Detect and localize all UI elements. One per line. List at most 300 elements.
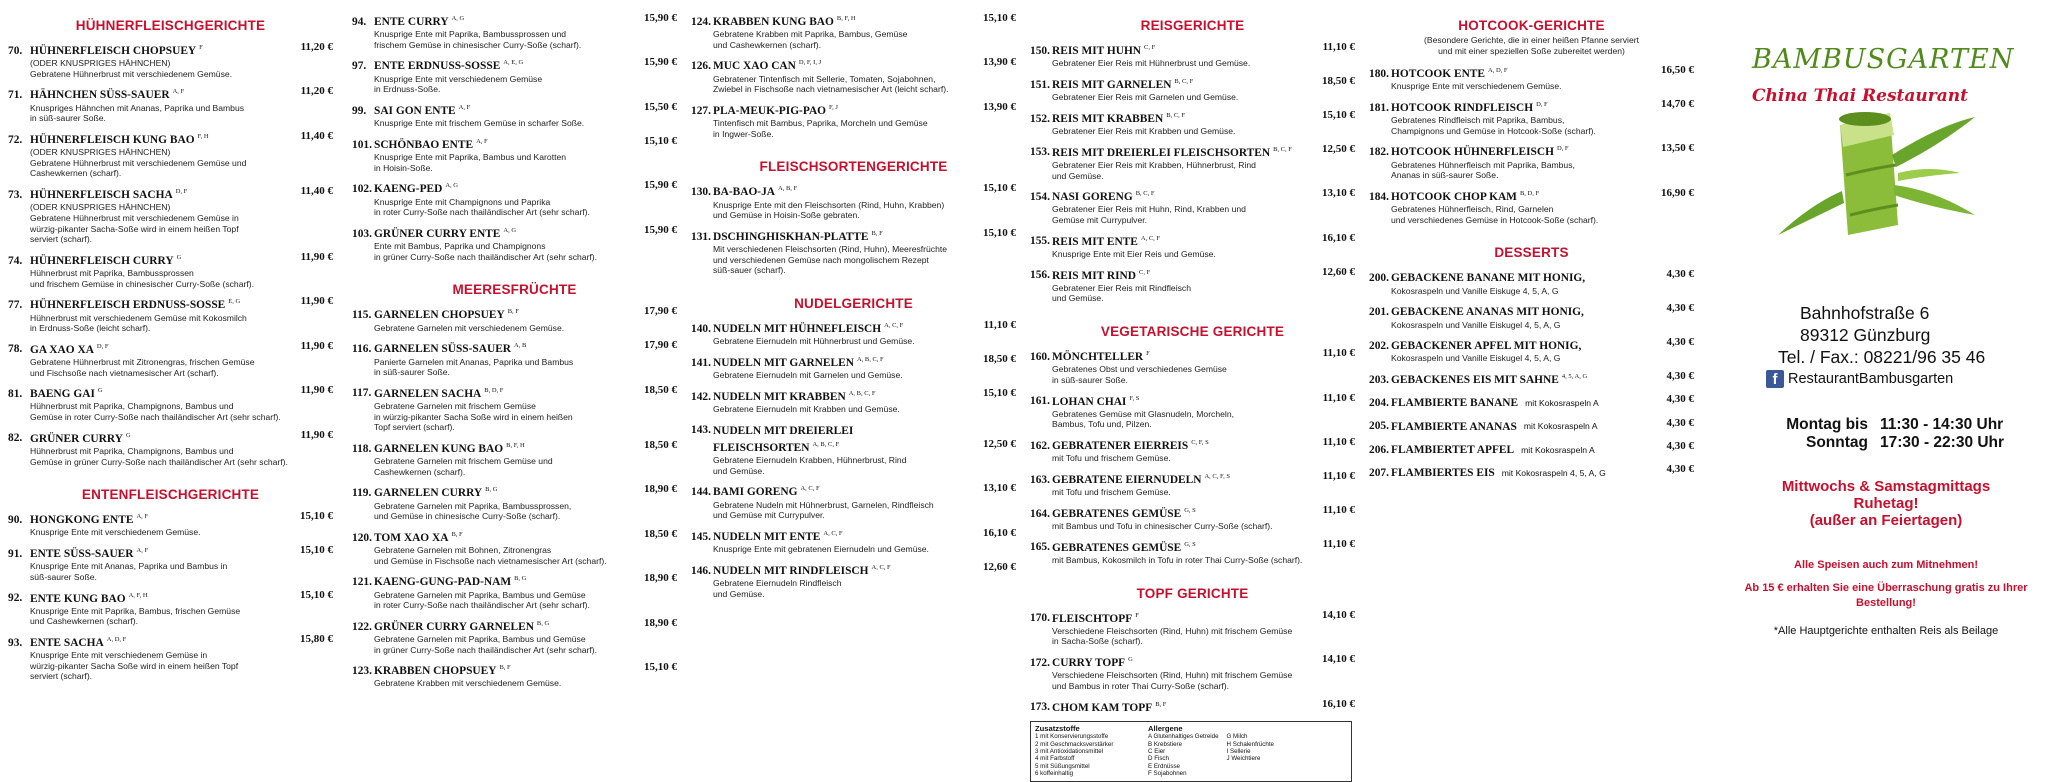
item-price: 4,30 €: [1666, 416, 1694, 429]
item-name: GEBACKENE BANANE MIT HONIG,: [1391, 272, 1586, 285]
item-number: 205.: [1369, 420, 1389, 433]
section-title: FLEISCHSORTENGERICHTE: [759, 159, 948, 175]
item-description: Knusprige Ente mit Champignons und Paprika in roter Curry-Soße nach thailändischer Art (sehr scharf).: [374, 196, 590, 218]
section-title: TOPF GERICHTE: [1136, 585, 1249, 601]
item-allergens: B, F: [451, 530, 463, 538]
menu-item: [8, 429, 333, 467]
menu-item: [8, 295, 333, 333]
menu-item: [8, 251, 333, 289]
item-name: FLEISCHSORTEN: [713, 441, 810, 454]
item-allergens: F, S: [1129, 394, 1140, 402]
menu-item-line: [1030, 143, 1355, 160]
restaurant-logo: [1730, 0, 2042, 240]
item-number: 141.: [691, 356, 711, 369]
menu-item-line: [691, 387, 1016, 404]
surprise-notice: Ab 15 € erhalten Sie eine Überraschung gratis zu Ihrer Bestellung!: [1744, 582, 2028, 609]
menu-item-line: [8, 340, 333, 357]
item-name: GARNELEN CHOPSUEY: [374, 309, 505, 322]
menu-item: [691, 353, 1016, 381]
item-allergens: D, F: [1556, 145, 1569, 153]
item-number: 181.: [1369, 101, 1389, 114]
item-price: 11,20 €: [300, 85, 333, 98]
menu-item: [8, 340, 333, 378]
item-name: HÄHNCHEN SÜSS-SAUER: [30, 89, 170, 102]
menu-item: [352, 439, 677, 477]
item-allergens: B, C, F: [1166, 111, 1185, 119]
item-allergens: A, F: [136, 547, 149, 555]
menu-item: [1030, 436, 1355, 464]
item-description: Gebratene Nudeln mit Hühnerbrust, Garnelen, Rindfleisch und Gemüse mit Currypulver.: [713, 499, 934, 521]
menu-item: [352, 305, 677, 333]
additives-title: Zusatzstoffe: [1035, 723, 1080, 733]
item-name: REIS MIT ENTE: [1052, 235, 1138, 248]
menu-item: [352, 483, 677, 521]
menu-item: [1030, 266, 1355, 304]
item-allergens: A, C, F: [871, 563, 891, 571]
logo-title: BAMBUSGARTEN: [1752, 44, 2015, 75]
allergen-c: C Eier: [1148, 748, 1166, 756]
item-number: 73.: [8, 188, 23, 201]
item-price: 12,60 €: [1322, 265, 1355, 278]
additive-6: 6 koffeinhaltig: [1035, 770, 1074, 778]
item-description: Verschiedene Fleischsorten (Rind, Huhn) mit frischem Gemüse und Bambus in roter Thai Curry-Soße (scharf).: [1052, 670, 1293, 691]
item-price: 4,30 €: [1666, 439, 1694, 452]
item-price: 18,50 €: [644, 438, 677, 451]
item-number: 102.: [352, 183, 372, 196]
item-number: 156.: [1030, 269, 1050, 282]
item-allergens: G: [125, 431, 131, 439]
menu-item: [1030, 75, 1355, 103]
menu-item-line: [1030, 109, 1355, 126]
item-price: 15,90 €: [644, 179, 677, 192]
item-name: HONGKONG ENTE: [30, 513, 134, 526]
menu-item-line: [691, 438, 1016, 455]
menu-item-line: [1369, 142, 1694, 159]
column-4-items: [1030, 18, 1355, 715]
item-number: 145.: [691, 530, 711, 543]
item-name: REIS MIT DREIERLEI FLEISCHSORTEN: [1052, 146, 1271, 159]
item-number: 200.: [1369, 272, 1389, 285]
item-note: mit Kokosraspeln 4, 5, A, G: [1501, 468, 1606, 478]
item-price: 11,90 €: [300, 428, 333, 441]
item-note: mit Kokosraspeln A: [1525, 398, 1599, 409]
menu-item: [691, 182, 1016, 220]
menu-item: [1369, 268, 1694, 296]
item-name: GA XAO XA: [30, 343, 94, 356]
item-price: 4,30 €: [1666, 370, 1694, 383]
menu-item-line: [691, 227, 1016, 244]
item-name: MUC XAO CAN: [713, 60, 796, 73]
item-description: Gebratene Garnelen mit Paprika, Bambus und Gemüse in grüner Curry-Soße nach thailändischer Art (sehr scharf).: [374, 634, 598, 655]
item-price: 15,10 €: [300, 510, 333, 523]
item-price: 18,50 €: [1322, 74, 1355, 87]
item-name: FLAMBIERTES EIS: [1391, 467, 1495, 479]
item-number: 82.: [8, 432, 23, 445]
item-number: 161.: [1030, 395, 1050, 408]
opening-hours: [1768, 416, 2042, 452]
item-allergens: B, G: [485, 486, 498, 494]
item-allergens: A, B, C, F: [848, 389, 876, 397]
menu-item-line: [1030, 232, 1355, 249]
item-description: Gebratenes Rindfleisch mit Paprika, Bambus, Champignons und Gemüse in Hotcook-Soße (scharf).: [1391, 115, 1596, 136]
item-price: 11,90 €: [300, 295, 333, 308]
allergen-a: A Glutenhaltiges Getreide: [1148, 733, 1219, 741]
menu-item: [1030, 609, 1355, 647]
item-allergens: G, S: [1184, 506, 1196, 514]
menu-item: [691, 12, 1016, 50]
item-description: Tintenfisch mit Bambus, Paprika, Morcheln und Gemüse in Ingwer-Soße.: [713, 118, 928, 139]
item-name: FLAMBIERTET APFEL: [1391, 443, 1515, 456]
menu-item-line: [1030, 392, 1355, 409]
menu-item-line: [1030, 470, 1355, 487]
menu-item-line: [352, 305, 677, 322]
item-name: GRÜNER CURRY GARNELEN: [374, 620, 534, 633]
item-name: ENTE KUNG BAO: [30, 592, 126, 605]
menu-item-line: [691, 353, 1016, 370]
item-price: 4,30 €: [1666, 463, 1694, 476]
menu-item: [1369, 64, 1694, 92]
menu-item-line: [691, 101, 1016, 118]
menu-item-line: [1030, 538, 1355, 555]
item-number: 124.: [691, 15, 711, 28]
menu-item-line: [1030, 653, 1355, 670]
item-description: Panierte Garnelen mit Ananas, Paprika und Bambus in süß-saurer Soße.: [374, 356, 574, 378]
menu-item: [352, 224, 677, 262]
menu-item-line: [1369, 440, 1694, 457]
item-name: HÜHNERFLEISCH SACHA: [30, 188, 173, 201]
menu-item-line: [352, 101, 677, 118]
menu-item: [8, 384, 333, 422]
menu-item-line: [8, 510, 333, 527]
item-description: Gebratenes Hühnerfleisch mit Paprika, Bambus, Ananas in süß-saurer Soße.: [1391, 159, 1575, 181]
item-number: 142.: [691, 390, 711, 403]
allergens-list: [1148, 725, 1347, 778]
item-allergens: A, B, F: [778, 185, 798, 193]
item-name: BA-BAO-JA: [713, 186, 776, 199]
menu-item: [352, 661, 677, 689]
rice-notice: *Alle Hauptgerichte enthalten Reis als Beilage: [1773, 625, 1999, 637]
item-name: GEBRATENES GEMÜSE: [1052, 541, 1182, 554]
item-name: REIS MIT GARNELEN: [1052, 78, 1172, 91]
section-title: ENTENFLEISCHGERICHTE: [81, 487, 260, 503]
item-name: GRÜNER CURRY ENTE: [374, 227, 501, 240]
item-description: Knusprige Ente mit verschiedenem Gemüse in würzig-pikanter Sacha Soße wird in einem heißen Topf serviert (scharf).: [30, 650, 239, 682]
item-name: KRABBEN KUNG BAO: [713, 15, 834, 28]
additive-5: 5 mit Süßungsmittel: [1035, 762, 1090, 770]
menu-column-3: [691, 12, 1016, 605]
allergen-i: I Sellerie: [1226, 748, 1251, 756]
item-name: HÜHNERFLEISCH KUNG BAO: [30, 133, 195, 146]
item-price: 11,10 €: [1322, 435, 1355, 448]
item-number: 90.: [8, 513, 23, 526]
item-description: Gebratene Hühnerbrust mit Zitronengras, frischen Gemüse und Fischsoße nach vietnamesischer Art (scharf).: [30, 356, 255, 378]
item-number: 71.: [8, 89, 23, 102]
item-price: 12,50 €: [1322, 142, 1355, 155]
item-number: 163.: [1030, 473, 1050, 486]
allergen-h: H Schalenfrüchte: [1226, 740, 1274, 748]
menu-item-line: [1369, 336, 1694, 353]
item-price: 17,90 €: [644, 305, 677, 318]
item-allergens: F, J: [829, 103, 838, 111]
item-description: Knusprige Ente mit frischem Gemüse in scharfer Soße.: [374, 118, 585, 129]
section-title: REISGERICHTE: [1140, 18, 1245, 33]
item-number: 206.: [1369, 443, 1389, 456]
item-name: GEBACKENES EIS MIT SAHNE: [1391, 373, 1559, 386]
menu-column-1: [8, 12, 333, 688]
item-number: 92.: [8, 592, 23, 605]
item-number: 97.: [352, 60, 367, 73]
item-number: 101.: [352, 138, 372, 151]
item-number: 123.: [352, 664, 372, 677]
item-description: Gebratene Eiernudeln mit Hühnerbrust und Gemüse.: [713, 336, 915, 347]
menu-item-line: [352, 483, 677, 500]
item-description: mit Tofu und frischem Gemüse.: [1052, 453, 1171, 464]
item-price: 17,90 €: [644, 339, 677, 352]
item-number: 91.: [8, 547, 23, 560]
menu-item: [1030, 653, 1355, 691]
closed-notice-1: Mittwochs & Samstagmittags: [1781, 478, 1991, 495]
item-number: 201.: [1369, 306, 1389, 319]
item-name: CHOM KAM TOPF: [1052, 701, 1153, 714]
item-allergens: B, F: [499, 664, 511, 672]
item-number: 118.: [352, 442, 372, 455]
additive-4: 4 mit Farbstoff: [1035, 755, 1075, 763]
item-description: Gebratene Eiernudeln mit Krabben und Gemüse.: [713, 404, 900, 415]
menu-item-line: [8, 41, 333, 58]
item-price: 11,10 €: [1322, 391, 1355, 404]
menu-item-line: [352, 179, 677, 196]
item-description: Gebratene Garnelen mit Bohnen, Zitronengras und Gemüse in Fischsoße nach vietnamesischer Art (scharf).: [374, 545, 607, 566]
menu-item: [1369, 417, 1694, 434]
item-price: 4,30 €: [1666, 336, 1694, 349]
item-name: PLA-MEUK-PIG-PAO: [713, 104, 827, 117]
menu-item-line: [691, 421, 1016, 438]
item-name: GARNELEN CURRY: [374, 487, 483, 500]
item-price: 13,90 €: [983, 56, 1016, 69]
item-price: 15,10 €: [983, 386, 1016, 399]
item-description: Knusprige Ente mit verschiedenem Gemüse in Erdnuss-Soße.: [374, 73, 543, 95]
menu-item: [8, 510, 333, 538]
item-price: 15,10 €: [644, 134, 677, 147]
item-number: 160.: [1030, 350, 1050, 363]
item-name: KAENG-GUNG-PAD-NAM: [374, 576, 512, 589]
item-allergens: B, F, H: [506, 441, 525, 449]
item-price: 11,90 €: [300, 384, 333, 397]
item-name: FLEISCHTOPF: [1052, 612, 1133, 625]
item-number: 152.: [1030, 112, 1050, 125]
item-price: 16,10 €: [983, 526, 1016, 539]
item-number: 117.: [352, 387, 372, 400]
menu-item-line: [1030, 266, 1355, 283]
item-price: 16,50 €: [1661, 64, 1694, 76]
item-price: 12,50 €: [983, 437, 1016, 450]
item-allergens: F, H: [197, 132, 209, 140]
item-description: Knusprige Ente mit den Fleischsorten (Rind, Huhn, Krabben) und Gemüse in Hoisin-Soße gebraten.: [713, 199, 945, 221]
item-name: NASI GORENG: [1052, 190, 1133, 203]
item-description: Gebratenes Obst und verschiedenes Gemüse in süß-saurer Soße.: [1052, 364, 1227, 385]
item-description: Gebratene Garnelen mit Paprika, Bambus und Gemüse in roter Curry-Soße nach thailändischer Art (sehr scharf).: [374, 589, 590, 611]
menu-item: [1369, 187, 1694, 225]
item-price: 14,70 €: [1661, 97, 1694, 110]
item-allergens: G: [1128, 656, 1133, 664]
menu-item-line: [691, 527, 1016, 544]
item-price: 14,10 €: [1322, 608, 1355, 621]
item-name: FLAMBIERTE ANANAS: [1391, 420, 1517, 433]
item-name: REIS MIT HUHN: [1052, 44, 1142, 57]
street-address: Bahnhofstraße 6: [1800, 303, 1930, 323]
item-allergens: B, C, F: [1273, 145, 1292, 153]
menu-item-line: [8, 130, 333, 147]
item-description: Gebratener Eier Reis mit Krabben und Gemüse.: [1052, 126, 1236, 137]
item-description: Knusprige Ente mit Eier Reis und Gemüse.: [1052, 248, 1216, 259]
item-description: (ODER KNUSPRIGES HÄHNCHEN) Gebratene Hühnerbrust mit verschiedenem Gemüse und Cashewkernen (scharf).: [30, 147, 247, 179]
item-number: 115.: [352, 309, 372, 322]
item-allergens: A, F: [476, 137, 488, 145]
menu-item-line: [352, 528, 677, 545]
item-allergens: D, F, I, J: [798, 59, 822, 67]
menu-item: [8, 85, 333, 123]
menu-item: [691, 227, 1016, 276]
item-name: GARNELEN KUNG BAO: [374, 442, 504, 455]
item-allergens: D, F: [175, 188, 188, 196]
facebook-handle: RestaurantBambusgarten: [1788, 371, 1954, 387]
item-number: 173.: [1030, 701, 1050, 714]
item-description: Hühnerbrust mit Paprika, Bambussprossen und frischem Gemüse in chinesischer Curry-Soße (scharf).: [30, 268, 254, 289]
menu-item: [352, 101, 677, 129]
menu-item: [8, 130, 333, 179]
menu-item-line: [352, 135, 677, 152]
item-name: ENTE CURRY: [374, 15, 449, 28]
menu-item-line: [8, 384, 333, 401]
menu-item: [352, 56, 677, 94]
menu-item: [8, 185, 333, 245]
facebook-link[interactable]: [1766, 370, 2042, 388]
additive-1: 1 mit Konservierungsstoffe: [1035, 733, 1109, 741]
menu-item-line: [1369, 98, 1694, 115]
menu-item-line: [352, 572, 677, 589]
item-allergens: C, F: [1138, 268, 1151, 276]
menu-item: [1369, 440, 1694, 457]
item-description: Gebratener Eier Reis mit Garnelen und Gemüse.: [1052, 92, 1239, 103]
item-description: Knusprige Ente mit Paprika, Bambussprossen und frischem Gemüse in chinesischer Curry-Soße (scharf).: [374, 29, 582, 50]
item-price: 13,10 €: [983, 482, 1016, 495]
menu-item: [1369, 370, 1694, 387]
allergen-d: D Fisch: [1148, 755, 1169, 763]
item-description: Knusprige Ente mit verschiedenem Gemüse.: [1391, 81, 1562, 92]
item-description: (ODER KNUSPRIGES HÄHNCHEN) Gebratene Hühnerbrust mit verschiedenem Gemüse.: [30, 58, 233, 79]
item-price: 18,90 €: [644, 572, 677, 585]
menu-item: [352, 135, 677, 173]
facebook-icon: f: [1766, 370, 1784, 388]
item-number: 81.: [8, 387, 23, 400]
item-allergens: F: [199, 44, 203, 51]
item-price: 18,90 €: [644, 616, 677, 629]
closed-notice-2: Ruhetag!: [1853, 495, 1919, 512]
menu-item-line: [8, 429, 333, 446]
item-name: HÜHNERFLEISCH ERDNUSS-SOSSE: [30, 299, 226, 311]
item-description: Gebratene Krabben mit verschiedenem Gemüse.: [374, 678, 562, 689]
item-allergens: B, F: [871, 229, 883, 237]
item-name: GEBRATENES GEMÜSE: [1052, 507, 1182, 520]
menu-item: [691, 101, 1016, 139]
item-allergens: A, C, F: [823, 529, 843, 537]
item-allergens: A, B, C, F: [856, 355, 884, 363]
allergen-j: J Weichtiere: [1226, 755, 1261, 763]
menu-column-5: [1369, 12, 1694, 487]
item-allergens: A, C, F, S: [1204, 472, 1230, 480]
item-name: TOM XAO XA: [374, 531, 449, 544]
item-description: Knusprige Ente mit Paprika, Bambus und Karotten in Hoisin-Soße.: [374, 152, 567, 173]
item-number: 126.: [691, 60, 711, 73]
menu-item: [352, 339, 677, 377]
item-name: NUDELN MIT KRABBEN: [713, 390, 846, 403]
item-price: 18,90 €: [644, 483, 677, 496]
hours-days-1: Montag bis: [1786, 416, 1868, 433]
item-name: NUDELN MIT GARNELEN: [713, 356, 854, 369]
menu-item-line: [691, 56, 1016, 73]
item-description: Knuspriges Hähnchen mit Ananas, Paprika und Bambus in süß-saurer Soße.: [30, 102, 245, 124]
item-price: 15,10 €: [300, 588, 333, 601]
item-price: 4,30 €: [1666, 393, 1694, 406]
menu-item: [1030, 109, 1355, 137]
menu-item-line: [1369, 370, 1694, 387]
item-price: 4,30 €: [1666, 302, 1694, 315]
item-price: 11,40 €: [300, 129, 333, 142]
item-price: 11,10 €: [1322, 503, 1355, 516]
menu-item: [352, 528, 677, 566]
item-allergens: A, G: [503, 226, 517, 234]
item-number: 131.: [691, 230, 711, 243]
item-allergens: A, C, F: [884, 322, 904, 330]
takeaway-notice: Alle Speisen auch zum Mitnehmen!: [1794, 559, 1978, 571]
menu-item: [1030, 187, 1355, 225]
section-title: NUDELGERICHTE: [794, 296, 913, 312]
menu-item: [1369, 463, 1694, 480]
item-name: ENTE SÜSS-SAUER: [30, 547, 134, 560]
item-allergens: C, F: [1144, 44, 1156, 51]
item-number: 180.: [1369, 67, 1389, 80]
item-name: HÜHNERFLEISCH CURRY: [30, 254, 174, 267]
closed-notice-3: (außer an Feiertagen): [1809, 512, 1963, 529]
allergen-legend: [1030, 721, 1352, 782]
item-number: 184.: [1369, 190, 1389, 203]
item-price: 13,50 €: [1661, 142, 1694, 155]
menu-item: [691, 527, 1016, 555]
menu-item: [1030, 470, 1355, 498]
menu-item-line: [352, 224, 677, 241]
item-allergens: B, G: [514, 575, 527, 583]
item-allergens: B, D, F: [1519, 189, 1540, 197]
item-price: 11,40 €: [300, 185, 333, 198]
item-note: mit Kokosraspeln A: [1521, 444, 1595, 455]
item-price: 11,10 €: [1322, 469, 1355, 482]
item-number: 99.: [352, 104, 367, 117]
item-description: Kokosraspeln und Vanille Eiskugel 4, 5, A, G: [1391, 353, 1561, 364]
item-price: 15,10 €: [983, 182, 1016, 195]
item-description: Gebratene Garnelen mit Paprika, Bambussprossen, und Gemüse in chinesische Curry-Soße (scharf).: [374, 500, 572, 522]
item-name: ENTE ERDNUSS-SOSSE: [374, 60, 501, 73]
item-allergens: A, G: [451, 15, 465, 22]
item-name: NUDELN MIT ENTE: [713, 530, 821, 543]
item-name: BAENG GAI: [30, 387, 95, 400]
item-description: Gebratene Garnelen mit frischem Gemüse in würzig-pikanter Sacha Soße wird in einem heißen Topf serviert (scharf).: [374, 400, 573, 433]
item-description: mit Bambus und Tofu in chinesischer Curry-Soße (scharf).: [1052, 521, 1273, 532]
menu-item-line: [1369, 463, 1694, 480]
item-price: 11,90 €: [300, 250, 333, 263]
item-allergens: B, C, F: [1135, 190, 1155, 198]
menu-item-line: [1030, 41, 1355, 58]
menu-item-line: [691, 482, 1016, 499]
